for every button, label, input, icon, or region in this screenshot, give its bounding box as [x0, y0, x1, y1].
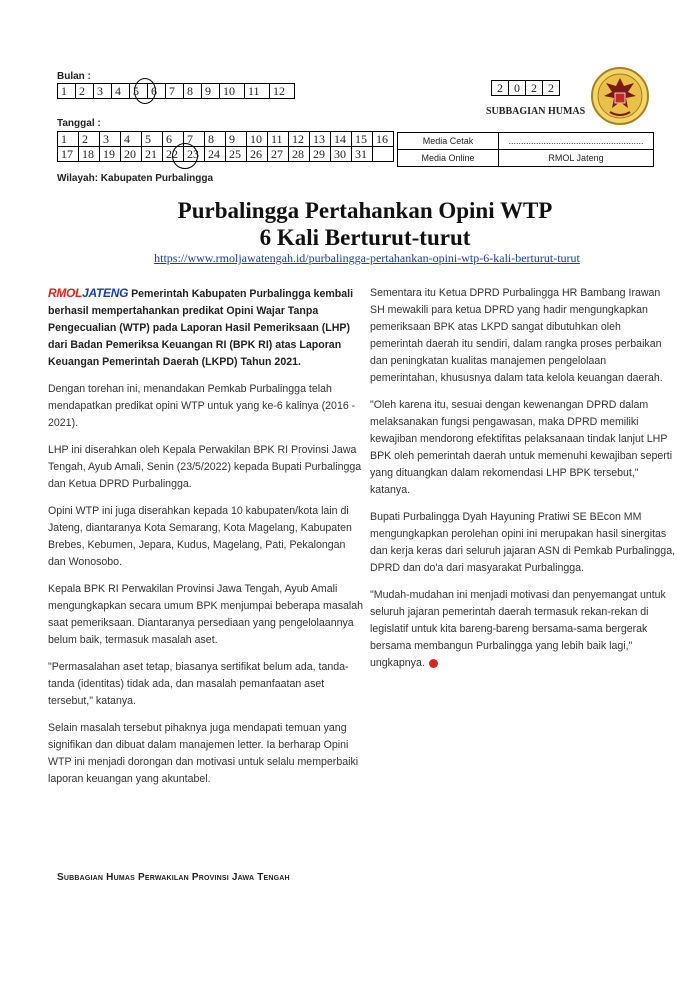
day-cell: 9 — [226, 132, 247, 147]
day-cell: 20 — [121, 147, 142, 162]
year-digit-cell: 2 — [526, 81, 543, 96]
day-cell: 19 — [100, 147, 121, 162]
day-cell: 16 — [373, 132, 394, 147]
day-cell: 1 — [58, 132, 79, 147]
month-cell: 5 — [130, 84, 148, 99]
day-cell: 25 — [226, 147, 247, 162]
day-cell: 28 — [289, 147, 310, 162]
month-cell: 10 — [220, 84, 245, 99]
right-column — [370, 285, 676, 682]
day-cell: 7 — [184, 132, 205, 147]
month-cell: 3 — [94, 84, 112, 99]
right-paragraph: "Oleh karena itu, sesuai dengan kewenangan DPRD dalam melaksanakan fungsi pengawasan, maka DPRD memiliki kewajiban mendorong efektifitas pelaksanaan tindak lanjut LHP BPK oleh pemerintah daerah untuk memenuhi kewajiban seperti yang dituangkan dalam rekomendasi LHP BPK tersebut," katanya. — [370, 399, 673, 496]
right-paragraph: Sementara itu Ketua DPRD Purbalingga HR Bambang Irawan SH mewakili para ketua DPRD yang hadir mengungkapkan pemeriksaan BPK atas LKPD sangat dibutuhkan oleh pemerintah daerah itu sendiri, dalam rangka proses perbaikan dan peningkatan kualitas manajemen pengelolaan pemerintahan, khususnya dalam tata kelola keuangan daerah. — [370, 287, 663, 384]
day-cell: 24 — [205, 147, 226, 162]
month-cell: 11 — [245, 84, 270, 99]
article-url-link[interactable]: https://www.rmoljawatengah.id/purbalingga-pertahankan-opini-wtp-6-kali-berturut-turut — [154, 251, 580, 265]
left-paragraph: Opini WTP ini juga diserahkan kepada 10 kabupaten/kota lain di Jateng, diantaranya Kota Semarang, Kota Magelang, Kabupaten Brebes, Kebumen, Jepara, Kudus, Magelang, Pati, Pekalongan dan Wonosobo. — [48, 505, 352, 568]
month-cell: 9 — [202, 84, 220, 99]
selected-day-circle — [172, 143, 198, 169]
unit-label: SUBBAGIAN HUMAS — [486, 106, 586, 117]
day-cell: 30 — [331, 147, 352, 162]
footer-text: Subbagian Humas Perwakilan Provinsi Jawa Tengah — [57, 872, 290, 883]
rmol-jateng-logo: RMOLJATENG — [48, 286, 129, 300]
day-cell: 31 — [352, 147, 373, 162]
day-grid — [57, 131, 394, 162]
day-cell: 23 — [184, 147, 205, 162]
wilayah-label: Wilayah: Kabupaten Purbalingga — [57, 173, 214, 184]
media-cetak-value: ...................................................... — [499, 133, 654, 150]
day-cell: 5 — [142, 132, 163, 147]
day-cell: 6 — [163, 132, 184, 147]
day-cell: 15 — [352, 132, 373, 147]
day-cell: 12 — [289, 132, 310, 147]
day-cell: 14 — [331, 132, 352, 147]
day-cell — [373, 147, 394, 162]
left-paragraph: Dengan torehan ini, menandakan Pemkab Purbalingga telah mendapatkan predikat opini WTP untuk yang ke-6 kalinya (2016 - 2021). — [48, 383, 356, 429]
media-online-label: Media Online — [398, 150, 499, 167]
left-paragraph: "Permasalahan aset tetap, biasanya sertifikat belum ada, tanda-tanda (identitas) tidak ada, dan masalah pemanfaatan aset tersebut," katanya. — [48, 661, 349, 707]
day-cell: 26 — [247, 147, 268, 162]
media-online-value: RMOL Jateng — [499, 150, 654, 167]
day-cell: 2 — [79, 132, 100, 147]
day-cell: 18 — [79, 147, 100, 162]
tanggal-label: Tanggal : — [57, 118, 101, 129]
lead-paragraph — [48, 285, 366, 371]
month-grid — [57, 83, 295, 99]
day-cell: 29 — [310, 147, 331, 162]
bulan-label: Bulan : — [57, 71, 91, 82]
rmol-end-mark-icon — [429, 659, 438, 668]
year-digit-cell: 0 — [509, 81, 526, 96]
day-cell: 8 — [205, 132, 226, 147]
title-line-2: 6 Kali Berturut-turut — [259, 225, 471, 250]
month-cell: 2 — [76, 84, 94, 99]
media-cetak-label: Media Cetak — [398, 133, 499, 150]
day-cell: 17 — [58, 147, 79, 162]
month-cell: 12 — [270, 84, 295, 99]
lead-text: Pemerintah Kabupaten Purbalingga kembali berhasil mempertahankan predikat Opini Wajar Tanpa Pengecualian (WTP) pada Laporan Hasil Pemeriksaan (LHP) dari Badan Pemeriksa Keuangan RI (BPK RI) atas Laporan Keuangan Pemerintah Daerah (LKPD) Tahun 2021. — [48, 288, 354, 368]
year-digit-cell: 2 — [492, 81, 509, 96]
month-cell: 6 — [148, 84, 166, 99]
day-cell: 27 — [268, 147, 289, 162]
month-cell: 7 — [166, 84, 184, 99]
title-line-1: Purbalingga Pertahankan Opini WTP — [177, 198, 553, 223]
right-paragraph: Bupati Purbalingga Dyah Hayuning Pratiwi SE BEcon MM mengungkapkan perolehan opini ini merupakan hasil sinergitas dan kerja keras dari seluruh jajaran ASN di Pemkab Purbalingga, DPRD dan do'a dari masyarakat Purbalingga. — [370, 511, 676, 574]
selected-month-circle — [134, 78, 156, 104]
day-cell: 22 — [163, 147, 184, 162]
left-paragraph: LHP ini diserahkan oleh Kepala Perwakilan BPK RI Provinsi Jawa Tengah, Ayub Amali, Senin (23/5/2022) kepada Bupati Purbalingga dan Ketua DPRD Purbalingga. — [48, 444, 362, 490]
year-digit-cell: 2 — [543, 81, 560, 96]
day-cell: 21 — [142, 147, 163, 162]
day-cell: 3 — [100, 132, 121, 147]
right-paragraph: "Mudah-mudahan ini menjadi motivasi dan penyemangat untuk seluruh jajaran pemerintah daerah termasuk rekan-rekan di legislatif untuk kita bareng-bareng bersama-sama bergerak bersama membangun Purbalingga yang lebih baik lagi," ungkapnya. — [370, 589, 666, 669]
month-cell: 4 — [112, 84, 130, 99]
garuda-emblem-icon — [590, 66, 650, 126]
day-cell: 11 — [268, 132, 289, 147]
day-cell: 4 — [121, 132, 142, 147]
year-box — [491, 80, 560, 96]
day-cell: 10 — [247, 132, 268, 147]
left-paragraph: Selain masalah tersebut pihaknya juga mendapati temuan yang signifikan dan dibuat dalam manajemen letter. Ia berharap Opini WTP ini menjadi dorongan dan motivasi untuk selalu memperbaiki laporan keuangan yang akuntabel. — [48, 722, 359, 785]
left-column — [48, 285, 366, 798]
article-title — [0, 197, 696, 251]
month-cell: 1 — [58, 84, 76, 99]
day-cell: 13 — [310, 132, 331, 147]
month-cell: 8 — [184, 84, 202, 99]
media-table — [397, 132, 654, 167]
left-paragraph: Kepala BPK RI Perwakilan Provinsi Jawa Tengah, Ayub Amali mengungkapkan secara umum BPK menjumpai beberapa masalah saat pemeriksaan. Diantaranya persediaan yang pengelolaannya belum baik, termasuk masalah aset. — [48, 583, 364, 646]
